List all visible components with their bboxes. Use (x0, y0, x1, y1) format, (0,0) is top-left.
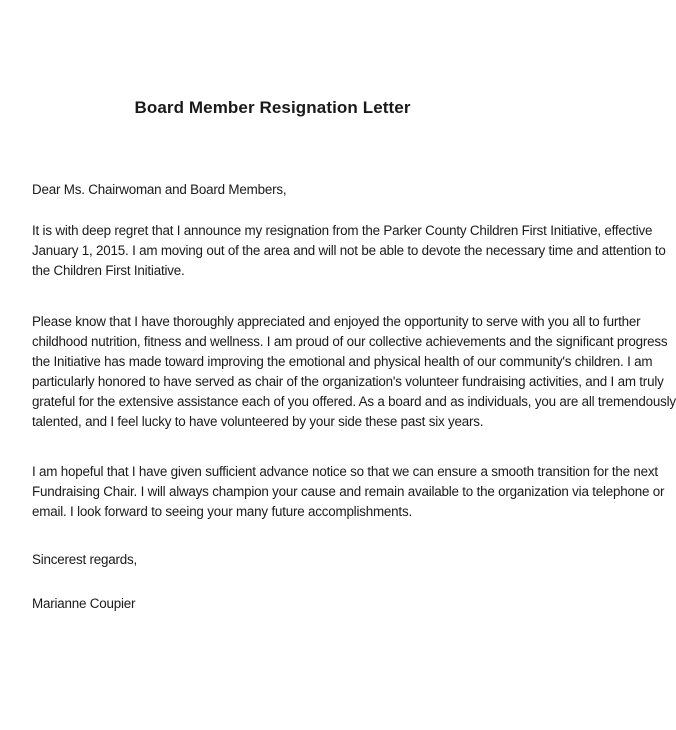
paragraph-3 (32, 462, 665, 522)
closing: Sincerest regards, (32, 552, 138, 567)
signature-name: Marianne Coupier (32, 596, 136, 611)
salutation: Dear Ms. Chairwoman and Board Members, (32, 182, 287, 197)
paragraph-line: particularly honored to have served as chair of the organization's volunteer fundraising activities, and I am truly (32, 374, 664, 389)
paragraph-line: childhood nutrition, fitness and wellness. I am proud of our collective achievements and the significant progress (32, 334, 668, 349)
paragraph-line: grateful for the extensive assistance each of you offered. As a board and as individuals, you are all tremendously (32, 394, 676, 409)
letter-title: Board Member Resignation Letter (134, 98, 411, 117)
paragraph-line: Please know that I have thoroughly appreciated and enjoyed the opportunity to serve with you all to further (32, 314, 641, 329)
paragraph-line: the Children First Initiative. (32, 263, 185, 278)
paragraph-2 (32, 312, 676, 432)
paragraph-line: talented, and I feel lucky to have volunteered by your side these past six years. (32, 414, 484, 429)
paragraph-line: the Initiative has made toward improving the emotional and physical health of our community's children. I am (32, 354, 653, 369)
paragraph-line: email. I look forward to seeing your many future accomplishments. (32, 504, 412, 519)
paragraph-line: Fundraising Chair. I will always champion your cause and remain available to the organization via telephone or (32, 484, 665, 499)
paragraph-line: January 1, 2015. I am moving out of the area and will not be able to devote the necessary time and attention to (32, 243, 666, 258)
paragraph-1 (32, 221, 666, 281)
paragraph-line: It is with deep regret that I announce my resignation from the Parker County Children First Initiative, effective (32, 223, 653, 238)
paragraph-line: I am hopeful that I have given sufficient advance notice so that we can ensure a smooth transition for the next (32, 464, 658, 479)
